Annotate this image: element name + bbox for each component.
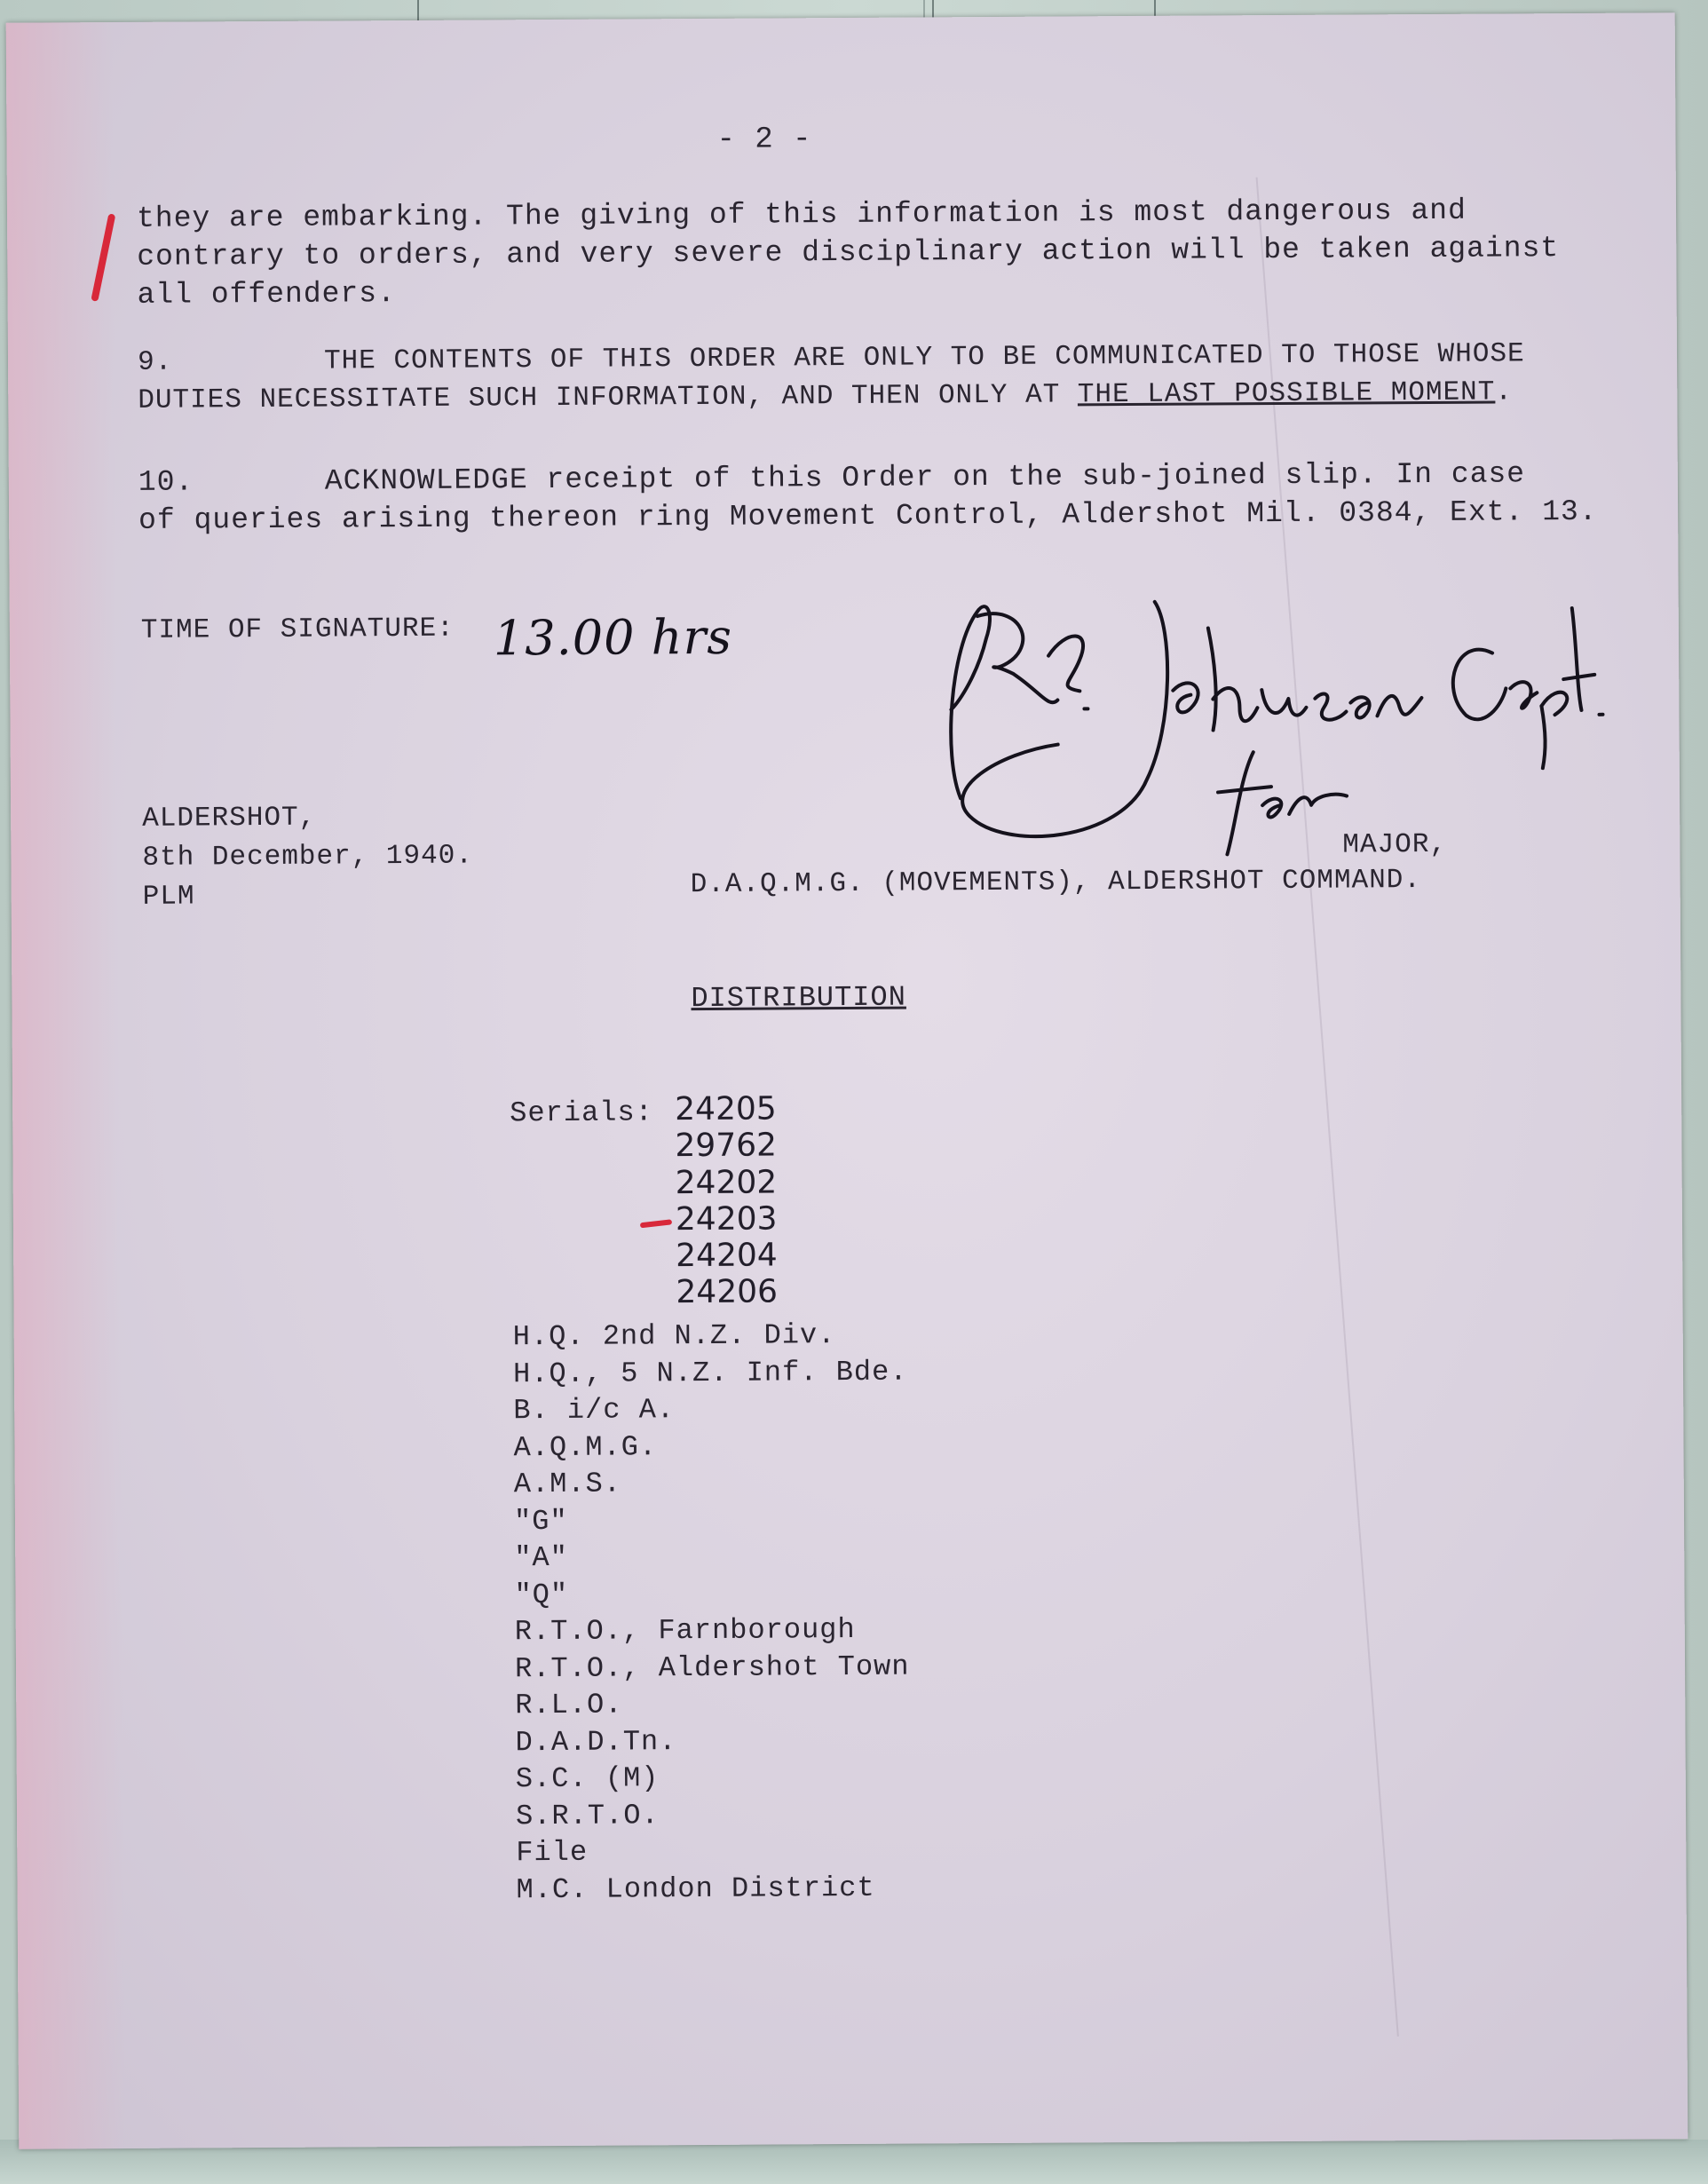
recipient: "G" xyxy=(513,1504,568,1538)
recipient: A.Q.M.G. xyxy=(513,1429,658,1464)
text-line: all offenders. xyxy=(137,277,396,312)
recipient: S.C. (M) xyxy=(515,1761,660,1796)
serial-number: 24206 xyxy=(676,1273,779,1311)
serial-number: 29762 xyxy=(675,1127,778,1165)
page-number: - 2 - xyxy=(716,123,812,157)
paragraph-9 xyxy=(138,335,1602,420)
serial-number: 24205 xyxy=(675,1090,777,1128)
recipient: "Q" xyxy=(514,1578,569,1611)
paragraph-text: . xyxy=(1495,376,1514,408)
serial-number: 24203 xyxy=(675,1200,778,1238)
handwritten-for xyxy=(1191,742,1361,859)
distribution-heading: DISTRIBUTION xyxy=(691,980,906,1016)
date: 8th December, 1940. xyxy=(142,840,474,874)
text-line xyxy=(138,373,1602,420)
distribution-list xyxy=(513,1317,912,1909)
recipient: H.Q. 2nd N.Z. Div. xyxy=(512,1318,836,1354)
signatory-rank: MAJOR, xyxy=(1342,828,1448,861)
recipient: D.A.D.Tn. xyxy=(515,1724,677,1759)
recipient: B. i/c A. xyxy=(513,1393,676,1428)
text-line: of queries arising thereon ring Movement Control, Aldershot Mil. 0384, Ext. 13. xyxy=(138,495,1598,537)
paragraph-10 xyxy=(138,455,1603,540)
recipient: H.Q., 5 N.Z. Inf. Bde. xyxy=(512,1355,908,1390)
recipient: M.C. London District xyxy=(516,1871,875,1906)
recipient: File xyxy=(516,1835,589,1870)
serial-number: 24202 xyxy=(675,1164,778,1202)
place: ALDERSHOT, xyxy=(142,802,317,835)
time-of-signature-value: 13.00 hrs xyxy=(493,608,733,667)
signatory-department: D.A.Q.M.G. (MOVEMENTS), ALDERSHOT COMMAND. xyxy=(690,865,1422,901)
underlined-emphasis: THE LAST POSSIBLE MOMENT xyxy=(1077,376,1496,411)
recipient: R.T.O., Aldershot Town xyxy=(514,1650,910,1685)
paragraph-text: DUTIES NECESSITATE SUCH INFORMATION, AND THEN ONLY AT xyxy=(138,379,1078,416)
paragraph-text: THE CONTENTS OF THIS ORDER ARE ONLY TO BE COMMUNICATED TO THOSE WHOSE xyxy=(323,338,1525,377)
red-margin-mark xyxy=(91,213,115,302)
serial-number: 24204 xyxy=(676,1237,778,1275)
text-line: contrary to orders, and very severe disciplinary action will be taken against xyxy=(137,232,1560,273)
typist-initials: PLM xyxy=(142,881,195,913)
place-and-date xyxy=(142,798,473,917)
recipient: R.T.O., Farnborough xyxy=(514,1612,856,1649)
paragraph-number: 10. xyxy=(138,465,194,499)
paragraph-number: 9. xyxy=(137,346,173,378)
serials-label: Serials: xyxy=(510,1096,653,1130)
time-of-signature-label: TIME OF SIGNATURE: xyxy=(140,613,455,646)
paragraph-continuation xyxy=(137,191,1602,314)
paragraph-text: ACKNOWLEDGE receipt of this Order on the sub-joined slip. In case xyxy=(324,457,1526,498)
text-line: they are embarking. The giving of this information is most dangerous and xyxy=(136,194,1467,235)
typed-order-page xyxy=(6,12,1688,2148)
red-serial-tick xyxy=(640,1219,672,1228)
recipient: S.R.T.O. xyxy=(515,1798,660,1832)
recipient: A.M.S. xyxy=(513,1467,622,1501)
recipient: "A" xyxy=(514,1540,568,1575)
recipient: R.L.O. xyxy=(515,1688,623,1722)
